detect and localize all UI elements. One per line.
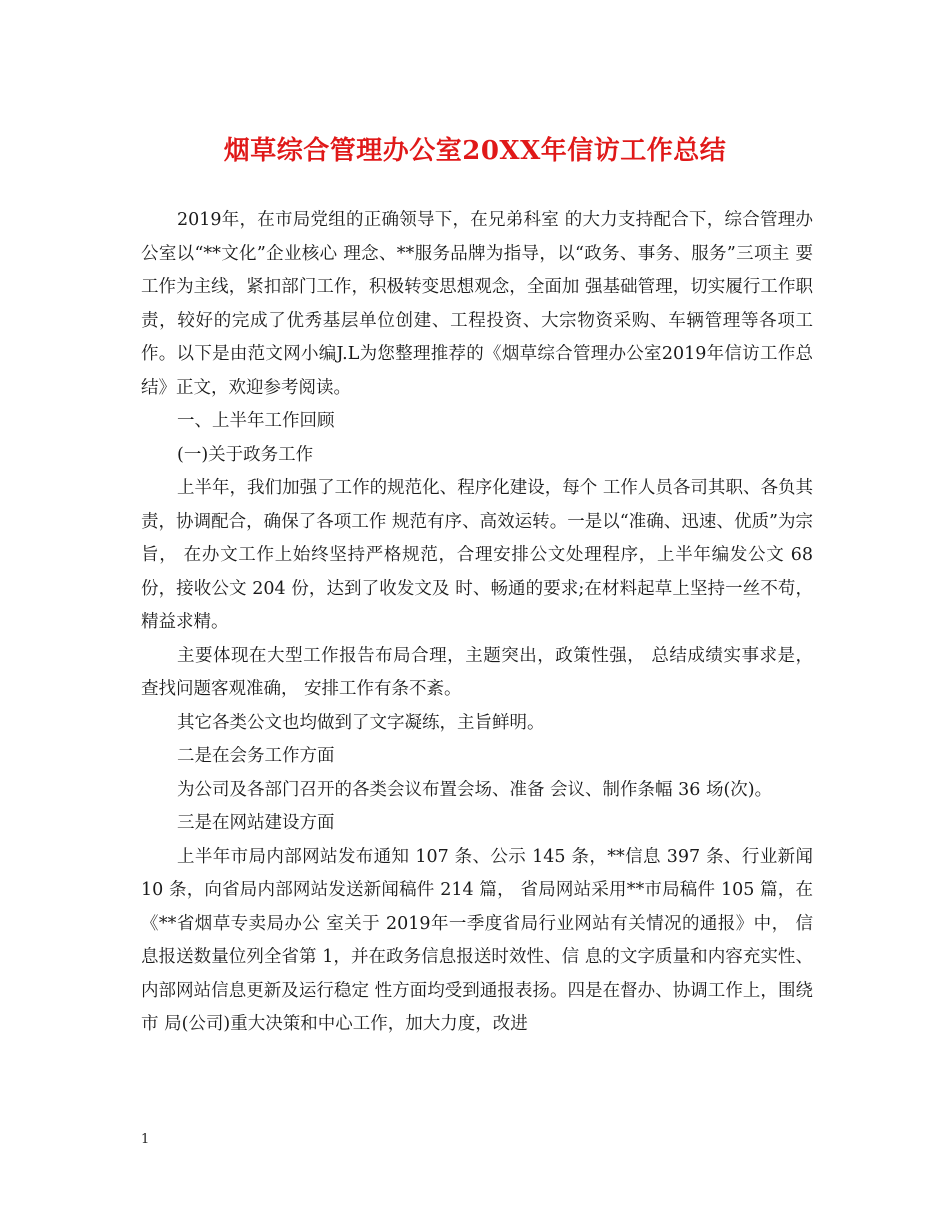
item-heading-website: 三是在网站建设方面 [177, 813, 335, 833]
paragraph-website: 上半年市局内部网站发布通知 107 条、公示 145 条，**信息 397 条、行业新闻 10 条，向省局内部网站发送新闻稿件 214 篇， 省局网站采用**市局稿件 105 篇，在《**省烟草专卖局办公 室关于 2019年一季度省局行业网站有关情况的通报》中， 信息报送数量位列全省第 1，并在政务信息报送时效性、信 息的文字质量和内容充实性、内部网站信息更新及运行稳定 性方面均受到通报表扬。四是在督办、协调工作上，围绕市 局(公司)重大决策和中心工作，加大力度，改进 [141, 846, 813, 1034]
document-title: 烟草综合管理办公室20XX年信访工作总结 [223, 136, 727, 166]
paragraph-other-documents: 其它各类公文也均做到了文字凝练，主旨鲜明。 [177, 712, 545, 733]
subsection-heading: (一)关于政务工作 [177, 444, 314, 465]
paragraph-report-quality: 主要体现在大型工作报告布局合理，主题突出，政策性强， 总结成绩实事求是， 查找问题客观准确， 安排工作有条不紊。 [141, 645, 813, 699]
section-heading: 一、上半年工作回顾 [177, 411, 335, 431]
document-body [141, 204, 813, 1042]
paragraph-government-work: 上半年，我们加强了工作的规范化、程序化建设，每个 工作人员各司其职、各负其责，协调配合，确保了各项工作 规范有序、高效运转。一是以“准确、迅速、优质”为宗旨， 在办文工作上始终坚持严格规范，合理安排公文处理程序，上半年编发公文 68 份，接收公文 204 份，达到了收发文及 时、畅通的要求;在材料起草上坚持一丝不苟，精益求精。 [141, 478, 813, 632]
item-heading-meetings: 二是在会务工作方面 [177, 746, 335, 766]
paragraph-intro: 2019年，在市局党组的正确领导下，在兄弟科室 的大力支持配合下，综合管理办公室以“**文化”企业核心 理念、**服务品牌为指导，以“政务、事务、服务”三项主 要工作为主线，紧扣部门工作，积极转变思想观念，全面加 强基础管理，切实履行工作职责，较好的完成了优秀基层单位创建、工程投资、大宗物资采购、车辆管理等各项工作。以下是由范文网小编J.L为您整理推荐的《烟草综合管理办公室2019年信访工作总结》正文，欢迎参考阅读。 [141, 210, 813, 398]
page-number: 1 [141, 1132, 150, 1147]
paragraph-meetings: 为公司及各部门召开的各类会议布置会场、准备 会议、制作条幅 36 场(次)。 [177, 779, 773, 800]
